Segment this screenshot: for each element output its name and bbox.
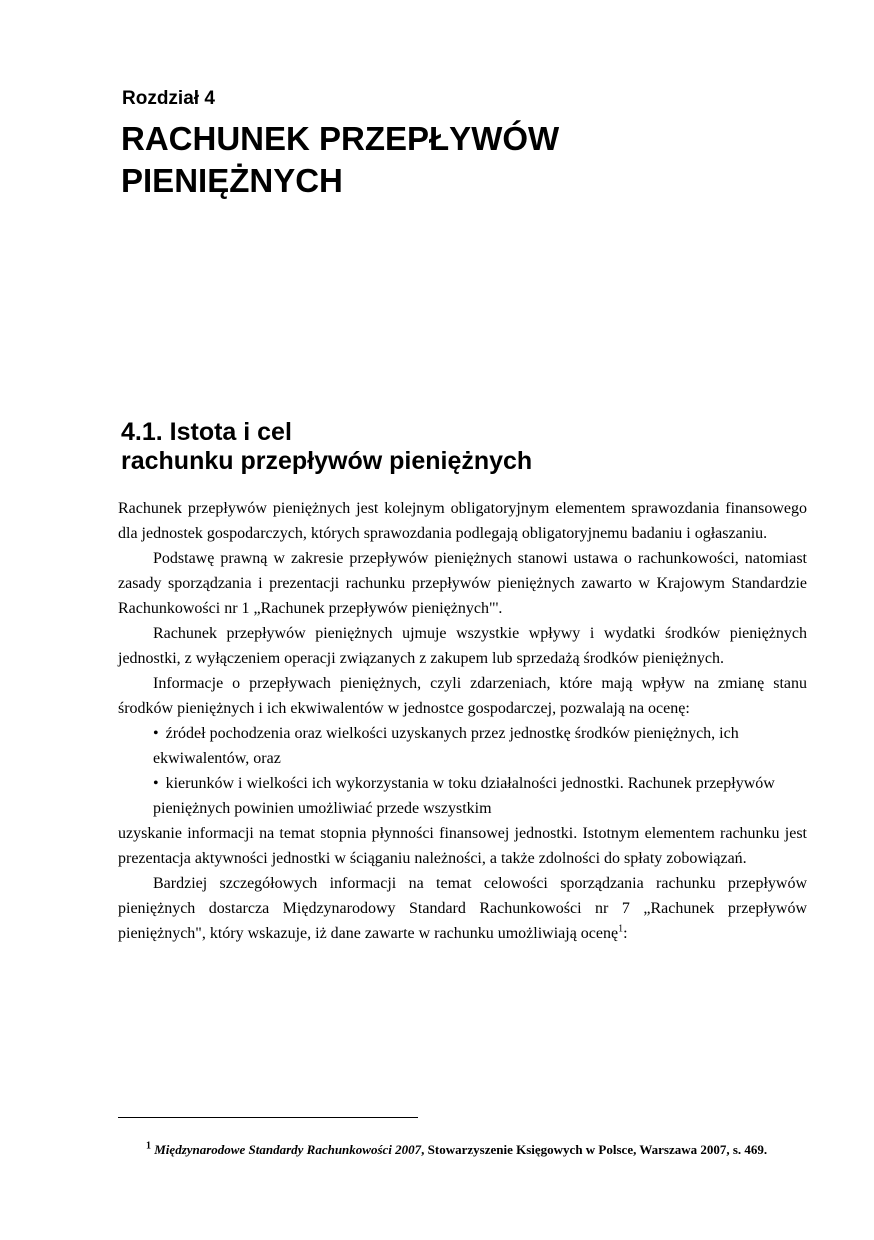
section-title-line-2: rachunku przepływów pieniężnych (121, 447, 533, 475)
bullet-marker: • (153, 725, 159, 742)
paragraph-6 (118, 871, 807, 946)
footnote-source-title: Międzynarodowe Standardy Rachunkowości 2007 (154, 1142, 422, 1157)
footnote-source-details: , Stowarzyszenie Księgowych w Polsce, Warszawa 2007, s. 469. (421, 1142, 768, 1157)
chapter-label: Rozdział 4 (122, 88, 215, 109)
bullet-text-2: kierunków i wielkości ich wykorzystania w toku działalności jednostki. Rachunek przepływów pieniężnych powinien umożliwiać przede wszystkim (153, 775, 775, 817)
chapter-title-line-1: RACHUNEK PRZEPŁYWÓW (121, 120, 560, 157)
bullet-list (118, 721, 807, 821)
section-title (121, 418, 532, 476)
paragraph-3: Rachunek przepływów pieniężnych ujmuje wszystkie wpływy i wydatki środków pieniężnych jednostki, z wyłączeniem operacji związanych z zakupem lub sprzedażą środków pieniężnych. (118, 625, 807, 667)
paragraph-2: Podstawę prawną w zakresie przepływów pieniężnych stanowi ustawa o rachunkowości, natomiast zasady sporządzania i prezentacji rachunku przepływów pieniężnych zawarto w Krajowym Standardzie Rachunkowości nr 1 „Rachunek przepływów pieniężnych"'. (118, 550, 807, 617)
footnote-number: 1 (146, 1140, 151, 1152)
paragraph-6-text: Bardziej szczegółowych informacji na temat celowości sporządzania rachunku przepływów pieniężnych dostarcza Międzynarodowy Standard Rachunkowości nr 7 „Rachunek przepływów pieniężnych", który wskazuje, iż dane zawarte w rachunku umożliwiają ocenę (118, 875, 807, 942)
body-text (118, 496, 807, 946)
paragraph-1: Rachunek przepływów pieniężnych jest kolejnym obligatoryjnym elementem sprawozdania finansowego dla jednostek gospodarczych, których sprawozdania podlegają obligatoryjnemu badaniu i ogłaszaniu. (118, 500, 807, 542)
chapter-title (121, 118, 559, 202)
paragraph-6-end: : (623, 925, 628, 942)
footnote-reference[interactable]: 1 (618, 923, 624, 935)
paragraph-4: Informacje o przepływach pieniężnych, czyli zdarzeniach, które mają wpływ na zmianę stanu środków pieniężnych i ich ekwiwalentów w jednostce gospodarczej, pozwalają na ocenę: (118, 675, 807, 717)
bullet-text-1: źródeł pochodzenia oraz wielkości uzyskanych przez jednostkę środków pieniężnych, ich ekwiwalentów, oraz (153, 725, 739, 767)
bullet-marker: • (153, 775, 159, 792)
footnote-divider (118, 1117, 418, 1118)
bullet-item-2 (118, 771, 807, 821)
chapter-title-line-2: PIENIĘŻNYCH (121, 162, 343, 199)
section-title-line-1: 4.1. Istota i cel (121, 418, 292, 446)
footnote (118, 1138, 807, 1162)
paragraph-5: uzyskanie informacji na temat stopnia płynności finansowej jednostki. Istotnym elementem rachunku jest prezentacja aktywności jednostki w ściąganiu należności, a także zdolności do spłaty zobowiązań. (118, 825, 807, 867)
bullet-item-1 (118, 721, 807, 771)
